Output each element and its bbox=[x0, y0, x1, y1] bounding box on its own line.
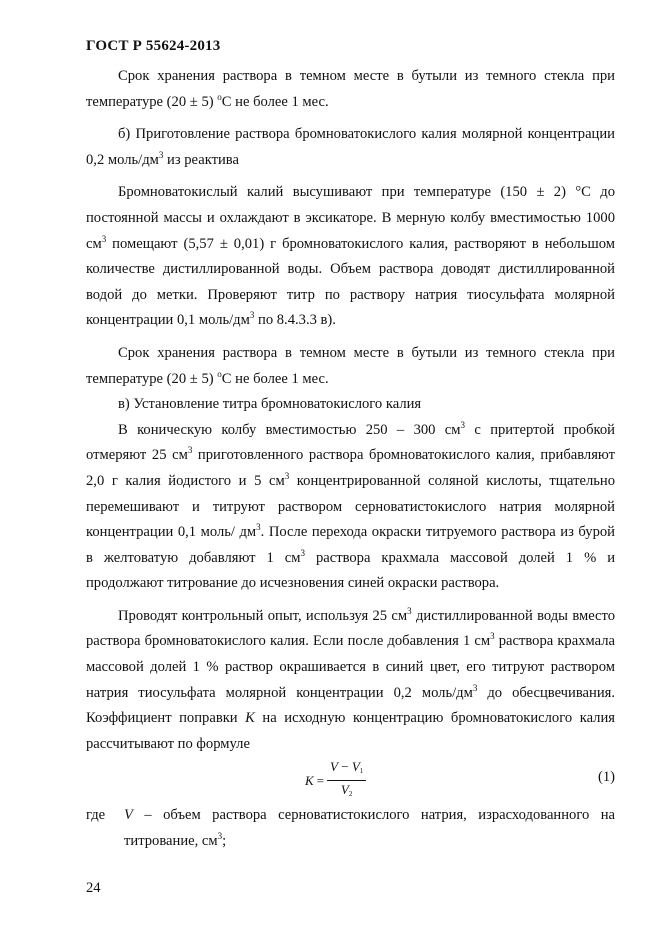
text-run: В коническую колбу вместимостью 250 – 300 см bbox=[118, 421, 461, 438]
text-run: приготовленного раствора бромноватокислого калия, прибавляют 2,0 г калия йодистого и 5 см bbox=[86, 447, 615, 489]
where-definition bbox=[124, 803, 615, 854]
formula-fraction bbox=[327, 759, 366, 802]
superscript: 3 bbox=[460, 419, 466, 430]
superscript: 3 bbox=[217, 831, 223, 842]
equation-number: (1) bbox=[597, 769, 615, 786]
document-body bbox=[86, 64, 615, 855]
superscript: 3 bbox=[284, 470, 290, 481]
where-clause bbox=[86, 803, 615, 854]
text-run: по 8.4.3.3 в). bbox=[254, 312, 336, 329]
formula-subscript: 1 bbox=[359, 767, 364, 776]
formula-numerator bbox=[327, 759, 366, 781]
formula-subscript: 2 bbox=[348, 790, 353, 799]
formula-lhs: K bbox=[305, 773, 314, 789]
text-run: С не более 1 мес. bbox=[221, 93, 329, 110]
text-run: Бромноватокислый калий высушивают при температуре (150 ± 2) °С до постоянной массы и охлаждают в эксикаторе. В мерную колбу вместимостью 1000 см bbox=[86, 184, 615, 252]
superscript: 3 bbox=[490, 631, 495, 642]
formula-minus: − bbox=[337, 759, 352, 775]
superscript: 3 bbox=[158, 149, 164, 160]
superscript: 3 bbox=[249, 310, 255, 321]
text-run: раствора крахмала массовой долей 1 % раствор окрашивается в синий цвет, его титруют раствором натрия тиосульфата молярной концентрации 0,2 моль/дм bbox=[86, 633, 615, 701]
text-run: . После перехода окраски титруемого раствора из бурой в желтоватую добавляют 1 см bbox=[86, 524, 615, 566]
paragraph-storage-2 bbox=[86, 341, 615, 392]
text-run: до обесцвечивания. Коэффициент поправки bbox=[86, 684, 615, 727]
text-run: С не более 1 мес. bbox=[221, 370, 329, 387]
paragraph-drying bbox=[86, 180, 615, 334]
formula-row bbox=[86, 759, 615, 799]
standard-designation: ГОСТ Р 55624-2013 bbox=[86, 38, 221, 54]
text-run: концентрированной соляной кислоты, тщательно перемешивают и титруют раствором серноватистокислого натрия молярной концентрации 0,1 моль/ дм bbox=[86, 472, 615, 541]
formula-var: V bbox=[330, 759, 338, 775]
paragraph-storage-1 bbox=[86, 64, 615, 115]
superscript: 3 bbox=[300, 547, 305, 558]
superscript: 3 bbox=[472, 682, 478, 693]
paragraph-control-experiment bbox=[86, 604, 615, 758]
text-run: – объем раствора серноватистокислого натрия, израсходованного на титрование, см bbox=[124, 807, 615, 850]
text-run: Проводят контрольный опыт, используя 25 см bbox=[118, 607, 408, 624]
superscript: 3 bbox=[256, 522, 261, 533]
formula-denominator bbox=[341, 781, 352, 802]
text-run: дистиллированной воды вместо раствора бромноватокислого калия. Если после добавления 1 см bbox=[86, 607, 615, 650]
formula-var: V bbox=[340, 782, 349, 798]
formula-equals: = bbox=[316, 773, 325, 789]
superscript: 3 bbox=[101, 233, 107, 244]
paragraph-preparation bbox=[86, 122, 615, 173]
text-run: раствора крахмала массовой долей 1 % и продолжают титрование до исчезновения синей окраски раствора. bbox=[86, 549, 615, 592]
text-run: б) Приготовление раствора бромноватокислого калия молярной концентрации 0,2 моль/дм bbox=[86, 126, 615, 168]
text-run: Срок хранения раствора в темном месте в бутыли из темного стекла при температуре (20 ± 5) bbox=[86, 68, 615, 110]
page-number: 24 bbox=[86, 880, 101, 896]
superscript: о bbox=[217, 91, 222, 102]
paragraph-titration bbox=[86, 418, 615, 597]
formula-var: V bbox=[351, 759, 360, 775]
formula bbox=[305, 759, 366, 802]
text-run: из реактива bbox=[163, 151, 239, 168]
text-run: с притертой пробкой отмеряют 25 см bbox=[86, 421, 615, 464]
text-run: ; bbox=[222, 833, 227, 850]
variable-k: K bbox=[245, 710, 255, 727]
superscript: 3 bbox=[407, 605, 412, 616]
paragraph-titer-heading: в) Установление титра бромноватокислого калия bbox=[118, 396, 422, 413]
text-run: Срок хранения раствора в темном месте в бутыли из темного стекла при температуре (20 ± 5) bbox=[86, 344, 615, 387]
superscript: о bbox=[217, 368, 222, 379]
where-label: где bbox=[86, 807, 106, 824]
where-variable: V bbox=[124, 807, 133, 824]
text-run: помещают (5,57 ± 0,01) г бромноватокислого калия, растворяют в небольшом количестве дистиллированной воды. Объем раствора доводят дистиллированной водой до метки. Проверяют титр по раствору натрия тиосульфата молярной концентрации 0,1 моль/дм bbox=[86, 235, 615, 329]
superscript: 3 bbox=[187, 445, 193, 456]
text-run: на исходную концентрацию бромноватокислого калия рассчитывают по формуле bbox=[86, 710, 615, 752]
